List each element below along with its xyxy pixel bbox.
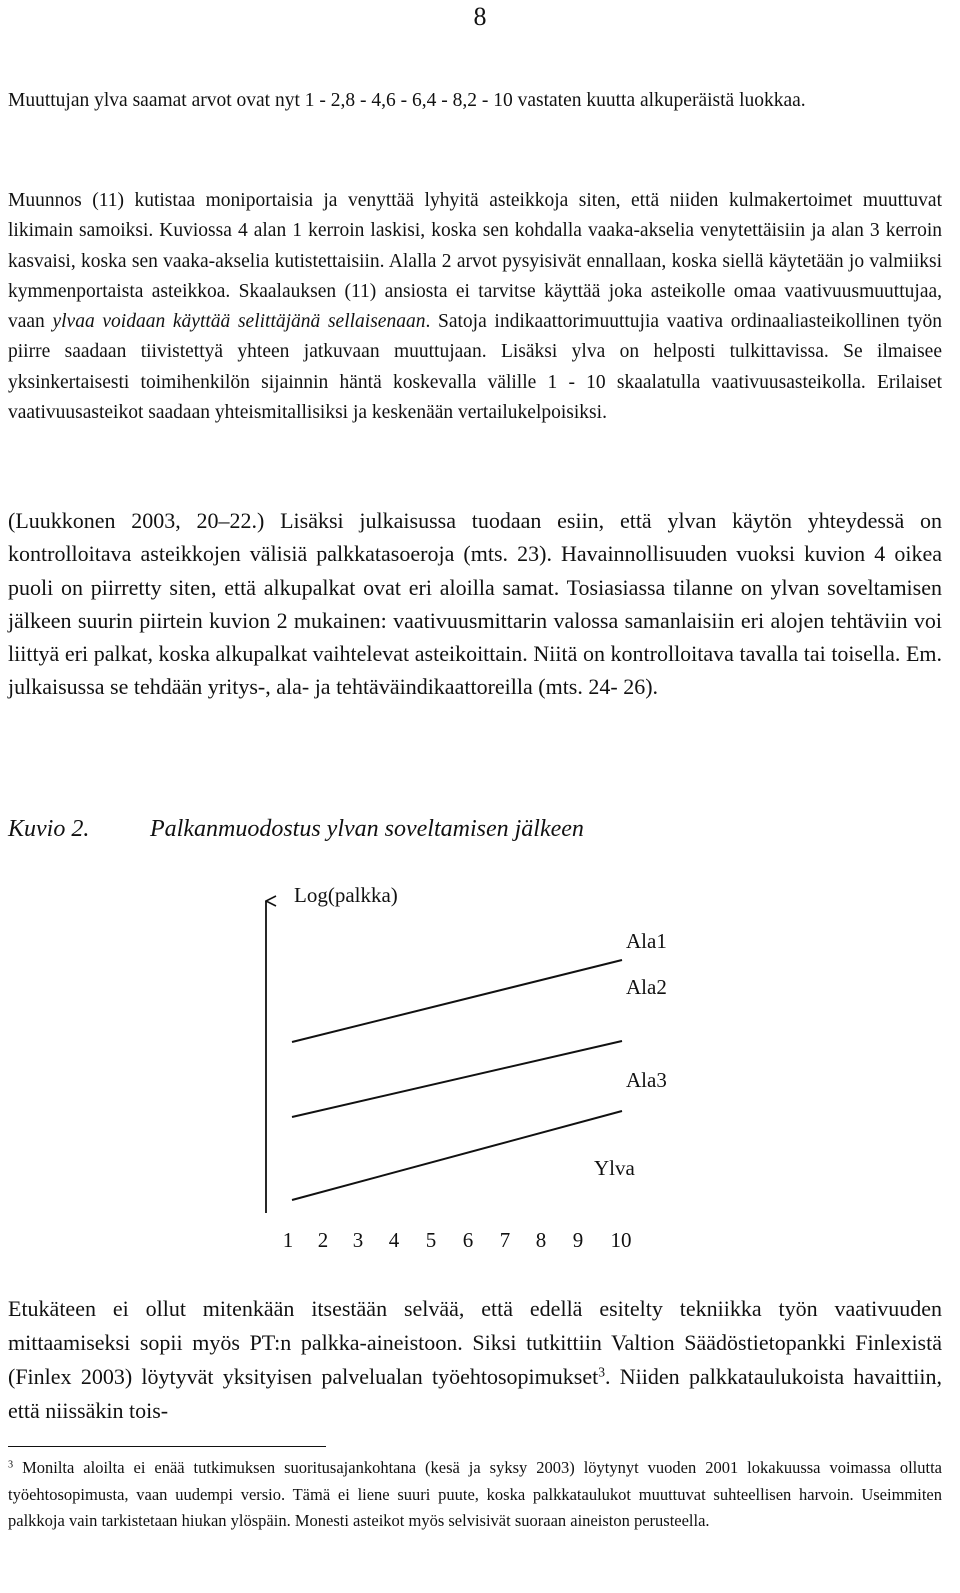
paragraph-1: Muuttujan ylva saamat arvot ovat nyt 1 - 2,8 - 4,6 - 6,4 - 8,2 - 10 vastaten kuutta alkuperäistä luokkaa. — [8, 90, 806, 111]
footnote-reference: 3 — [598, 1364, 606, 1380]
x-tick-10: 10 — [610, 1228, 632, 1252]
x-axis-label: Ylva — [594, 1156, 635, 1180]
page-number: 8 — [473, 2, 487, 31]
x-tick-labels — [283, 1228, 632, 1252]
x-tick-7: 7 — [499, 1228, 511, 1252]
legend-ala1: Ala1 — [626, 929, 667, 953]
x-tick-8: 8 — [535, 1228, 547, 1252]
figure-caption — [8, 814, 584, 844]
paragraph-2-text: Muunnos (11) kutistaa moniportaisia ja venyttää lyhyitä asteikkoja siten, että niiden kulmakertoimet muuttuvat likimain samoiksi. Kuviossa 4 alan 1 kerroin laskisi, koska sen kohdalla vaaka-akselia venytettäisiin ja alan 3 kerroin kasvaisi, koska sen vaaka-akselia kutistettaisiin. Alalla 2 arvot pysyisivät ennallaan, koska siellä käytetään jo valmiiksi kymmenportaista asteikkoa. Skaalauksen (11) ansiosta ei tarvitse käyttää joka asteikolle omaa vaativuusmuuttujaa, vaan — [8, 190, 942, 333]
paragraph-2-emphasis: ylvaa voidaan käyttää selittäjänä sellaisenaan — [52, 311, 426, 333]
x-tick-4: 4 — [388, 1228, 400, 1252]
footnote — [8, 1455, 942, 1535]
paragraph-3 — [8, 1292, 942, 1428]
figure-chart — [0, 860, 960, 1280]
paragraph-2-text-cont: . Satoja indikaattorimuuttujia vaativa ordinaaliasteikollinen työn piirre saadaan tiivistettyä yhteen jatkuvaan muuttujaan. Lisäksi ylva on helposti tulkittavissa. Se ilmaisee yksinkertaisesti toimihenkilön sijainnin häntä koskevalla välille 1 - 10 skaalatulla vaativuusasteikolla. Erilaiset vaativuusasteikot saadaan yhteismitallisiksi ja keskenään vertailukelpoisiksi. — [8, 311, 942, 424]
series-line-ala2 — [292, 1041, 622, 1117]
x-tick-2: 2 — [317, 1228, 329, 1252]
paragraph-3-text-cont: . Niiden palkkataulukoista havaittiin, että niissäkin tois- — [8, 1364, 942, 1423]
x-tick-1: 1 — [282, 1228, 294, 1252]
x-tick-9: 9 — [572, 1228, 584, 1252]
paragraph-2 — [8, 186, 942, 428]
paragraph-3-text: Etukäteen ei ollut mitenkään itsestään selvää, että edellä esitelty tekniikka työn vaativuuden mittaamiseksi sopii myös PT:n palkka-aineistoon. Siksi tutkittiin Valtion Säädöstietopankki Finlexistä (Finlex 2003) löytyvät yksityisen palvelualan työehtosopimukset — [8, 1296, 942, 1389]
legend-ala3: Ala3 — [626, 1068, 667, 1092]
x-tick-5: 5 — [425, 1228, 437, 1252]
figure-title: Palkanmuodostus ylvan soveltamisen jälkeen — [150, 816, 584, 842]
footnote-text: Monilta aloilta ei enää tutkimuksen suoritusajankohtana (kesä ja syksy 2003) löytynyt vuoden 2001 lokakuussa voimassa ollutta työehtosopimusta, vaan uudempi versio. Tämä ei liene suuri puute, koska palkkataulukot muuttuvat suhteellisen harvoin. Useimmiten palkkoja vain tarkistetaan hiukan ylöspäin. Monesti asteikot myös selvisivät suoraan aineiston perusteella. — [8, 1458, 942, 1530]
footnote-marker: 3 — [8, 1459, 14, 1471]
footnote-separator — [8, 1446, 326, 1447]
series-line-ala3 — [292, 1111, 622, 1200]
series-line-ala1 — [292, 960, 622, 1042]
x-tick-3: 3 — [352, 1228, 364, 1252]
x-tick-6: 6 — [462, 1228, 474, 1252]
paragraph-2-continued: (Luukkonen 2003, 20–22.) Lisäksi julkaisussa tuodaan esiin, että ylvan käytön yhteydessä on kontrolloitava asteikkojen välisiä palkkatasoeroja (mts. 23). Havainnollisuuden vuoksi kuvion 4 oikea puoli on piirretty siten, että alkupalkat ovat eri aloilla samat. Tosiasiassa tilanne on ylvan soveltamisen jälkeen suurin piirtein kuvion 2 mukainen: vaativuusmittarin valossa samanlaisiin eri alojen tehtäviin voi liittyä eri palkat, koska alkupalkat vaihtelevat asteikoittain. Niitä on kontrolloitava tavalla tai toisella. Em. julkaisussa se tehdään yritys-, ala- ja tehtäväindikaattoreilla (mts. 24- 26). — [8, 508, 942, 700]
legend-ala2: Ala2 — [626, 975, 667, 999]
figure-label: Kuvio 2. — [8, 816, 90, 842]
y-axis-label: Log(palkka) — [294, 883, 398, 907]
